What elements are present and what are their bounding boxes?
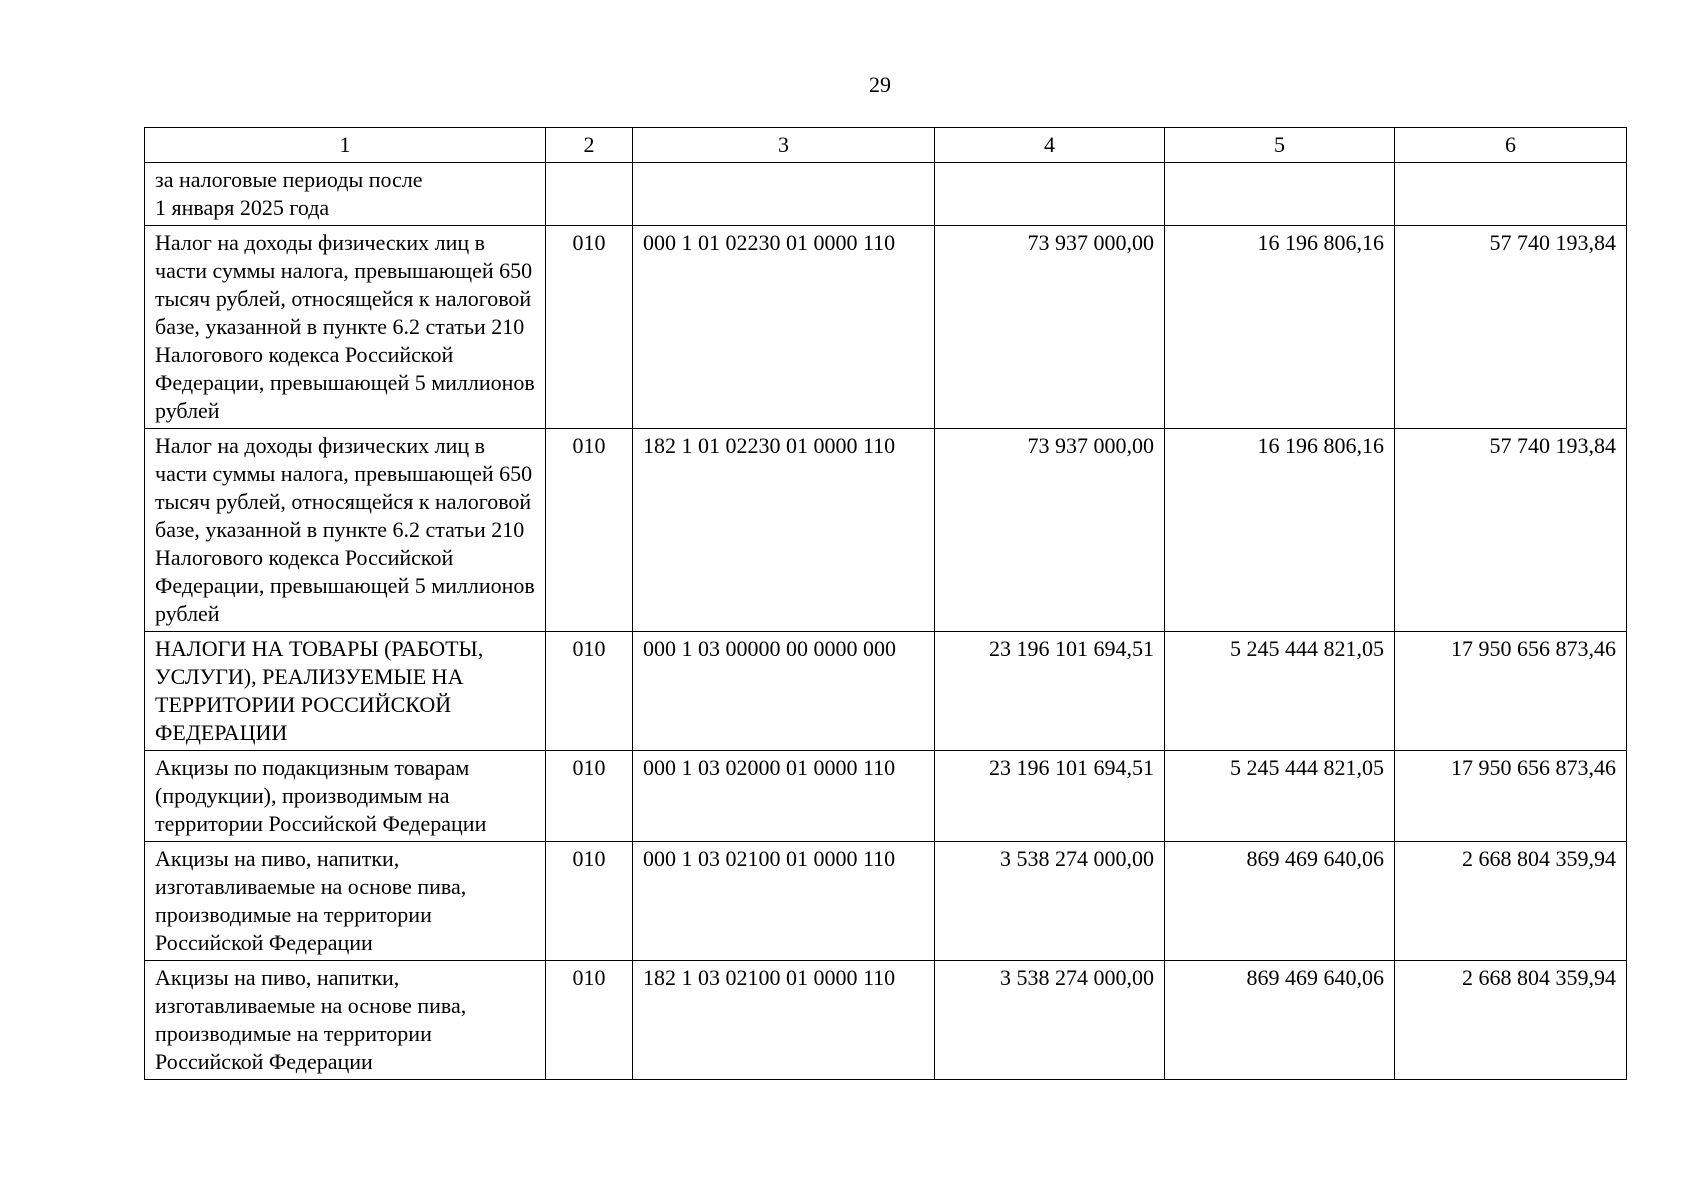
row-line-code: 010 [546,429,633,632]
row-executed-amount: 16 196 806,16 [1165,226,1395,429]
row-unexecuted-amount: 57 740 193,84 [1395,429,1627,632]
row-name: Акцизы по подакцизным товарам (продукции), производимым на территории Российской Федерации [145,751,546,842]
row-executed-amount: 869 469 640,06 [1165,842,1395,961]
row-line-code: 010 [546,226,633,429]
row-line-code: 010 [546,961,633,1080]
row-approved-amount: 23 196 101 694,51 [935,632,1165,751]
row-income-code: 182 1 01 02230 01 0000 110 [633,429,935,632]
table-row [145,961,1627,1080]
continuation-row [145,163,1627,226]
row-name: Акцизы на пиво, напитки, изготавливаемые на основе пива, производимые на территории Российской Федерации [145,961,546,1080]
row-executed-amount: 5 245 444 821,05 [1165,632,1395,751]
table-row [145,632,1627,751]
row-income-code: 000 1 03 02000 01 0000 110 [633,751,935,842]
column-header: 5 [1165,128,1395,163]
column-header: 4 [935,128,1165,163]
table-row [145,751,1627,842]
row-unexecuted-amount: 17 950 656 873,46 [1395,632,1627,751]
row-name: Акцизы на пиво, напитки, изготавливаемые на основе пива, производимые на территории Российской Федерации [145,842,546,961]
column-header: 2 [546,128,633,163]
row-line-code: 010 [546,842,633,961]
row-income-code: 000 1 03 02100 01 0000 110 [633,842,935,961]
row-approved-amount: 23 196 101 694,51 [935,751,1165,842]
empty-cell [1395,163,1627,226]
row-income-code: 000 1 03 00000 00 0000 000 [633,632,935,751]
empty-cell [1165,163,1395,226]
row-approved-amount: 3 538 274 000,00 [935,842,1165,961]
row-approved-amount: 73 937 000,00 [935,226,1165,429]
row-executed-amount: 869 469 640,06 [1165,961,1395,1080]
table-header-row [145,128,1627,163]
revenue-table [144,127,1627,1080]
row-unexecuted-amount: 57 740 193,84 [1395,226,1627,429]
empty-cell [935,163,1165,226]
table-row [145,226,1627,429]
row-approved-amount: 73 937 000,00 [935,429,1165,632]
row-approved-amount: 3 538 274 000,00 [935,961,1165,1080]
empty-cell [546,163,633,226]
row-name: НАЛОГИ НА ТОВАРЫ (РАБОТЫ, УСЛУГИ), РЕАЛИЗУЕМЫЕ НА ТЕРРИТОРИИ РОССИЙСКОЙ ФЕДЕРАЦИИ [145,632,546,751]
row-unexecuted-amount: 2 668 804 359,94 [1395,961,1627,1080]
table-row [145,842,1627,961]
empty-cell [633,163,935,226]
table-row [145,429,1627,632]
row-unexecuted-amount: 17 950 656 873,46 [1395,751,1627,842]
row-name: Налог на доходы физических лиц в части суммы налога, превышающей 650 тысяч рублей, относящейся к налоговой базе, указанной в пункте 6.2 статьи 210 Налогового кодекса Российской Федерации, превышающей 5 миллионов рублей [145,429,546,632]
row-income-code: 182 1 03 02100 01 0000 110 [633,961,935,1080]
row-executed-amount: 16 196 806,16 [1165,429,1395,632]
table-body [145,163,1627,1080]
row-unexecuted-amount: 2 668 804 359,94 [1395,842,1627,961]
row-line-code: 010 [546,632,633,751]
column-header: 3 [633,128,935,163]
row-line-code: 010 [546,751,633,842]
row-income-code: 000 1 01 02230 01 0000 110 [633,226,935,429]
row-executed-amount: 5 245 444 821,05 [1165,751,1395,842]
page-number: 29 [869,72,891,97]
row-name: Налог на доходы физических лиц в части суммы налога, превышающей 650 тысяч рублей, относящейся к налоговой базе, указанной в пункте 6.2 статьи 210 Налогового кодекса Российской Федерации, превышающей 5 миллионов рублей [145,226,546,429]
column-header: 1 [145,128,546,163]
column-header: 6 [1395,128,1627,163]
continuation-text: за налоговые периоды после 1 января 2025 года [145,163,546,226]
